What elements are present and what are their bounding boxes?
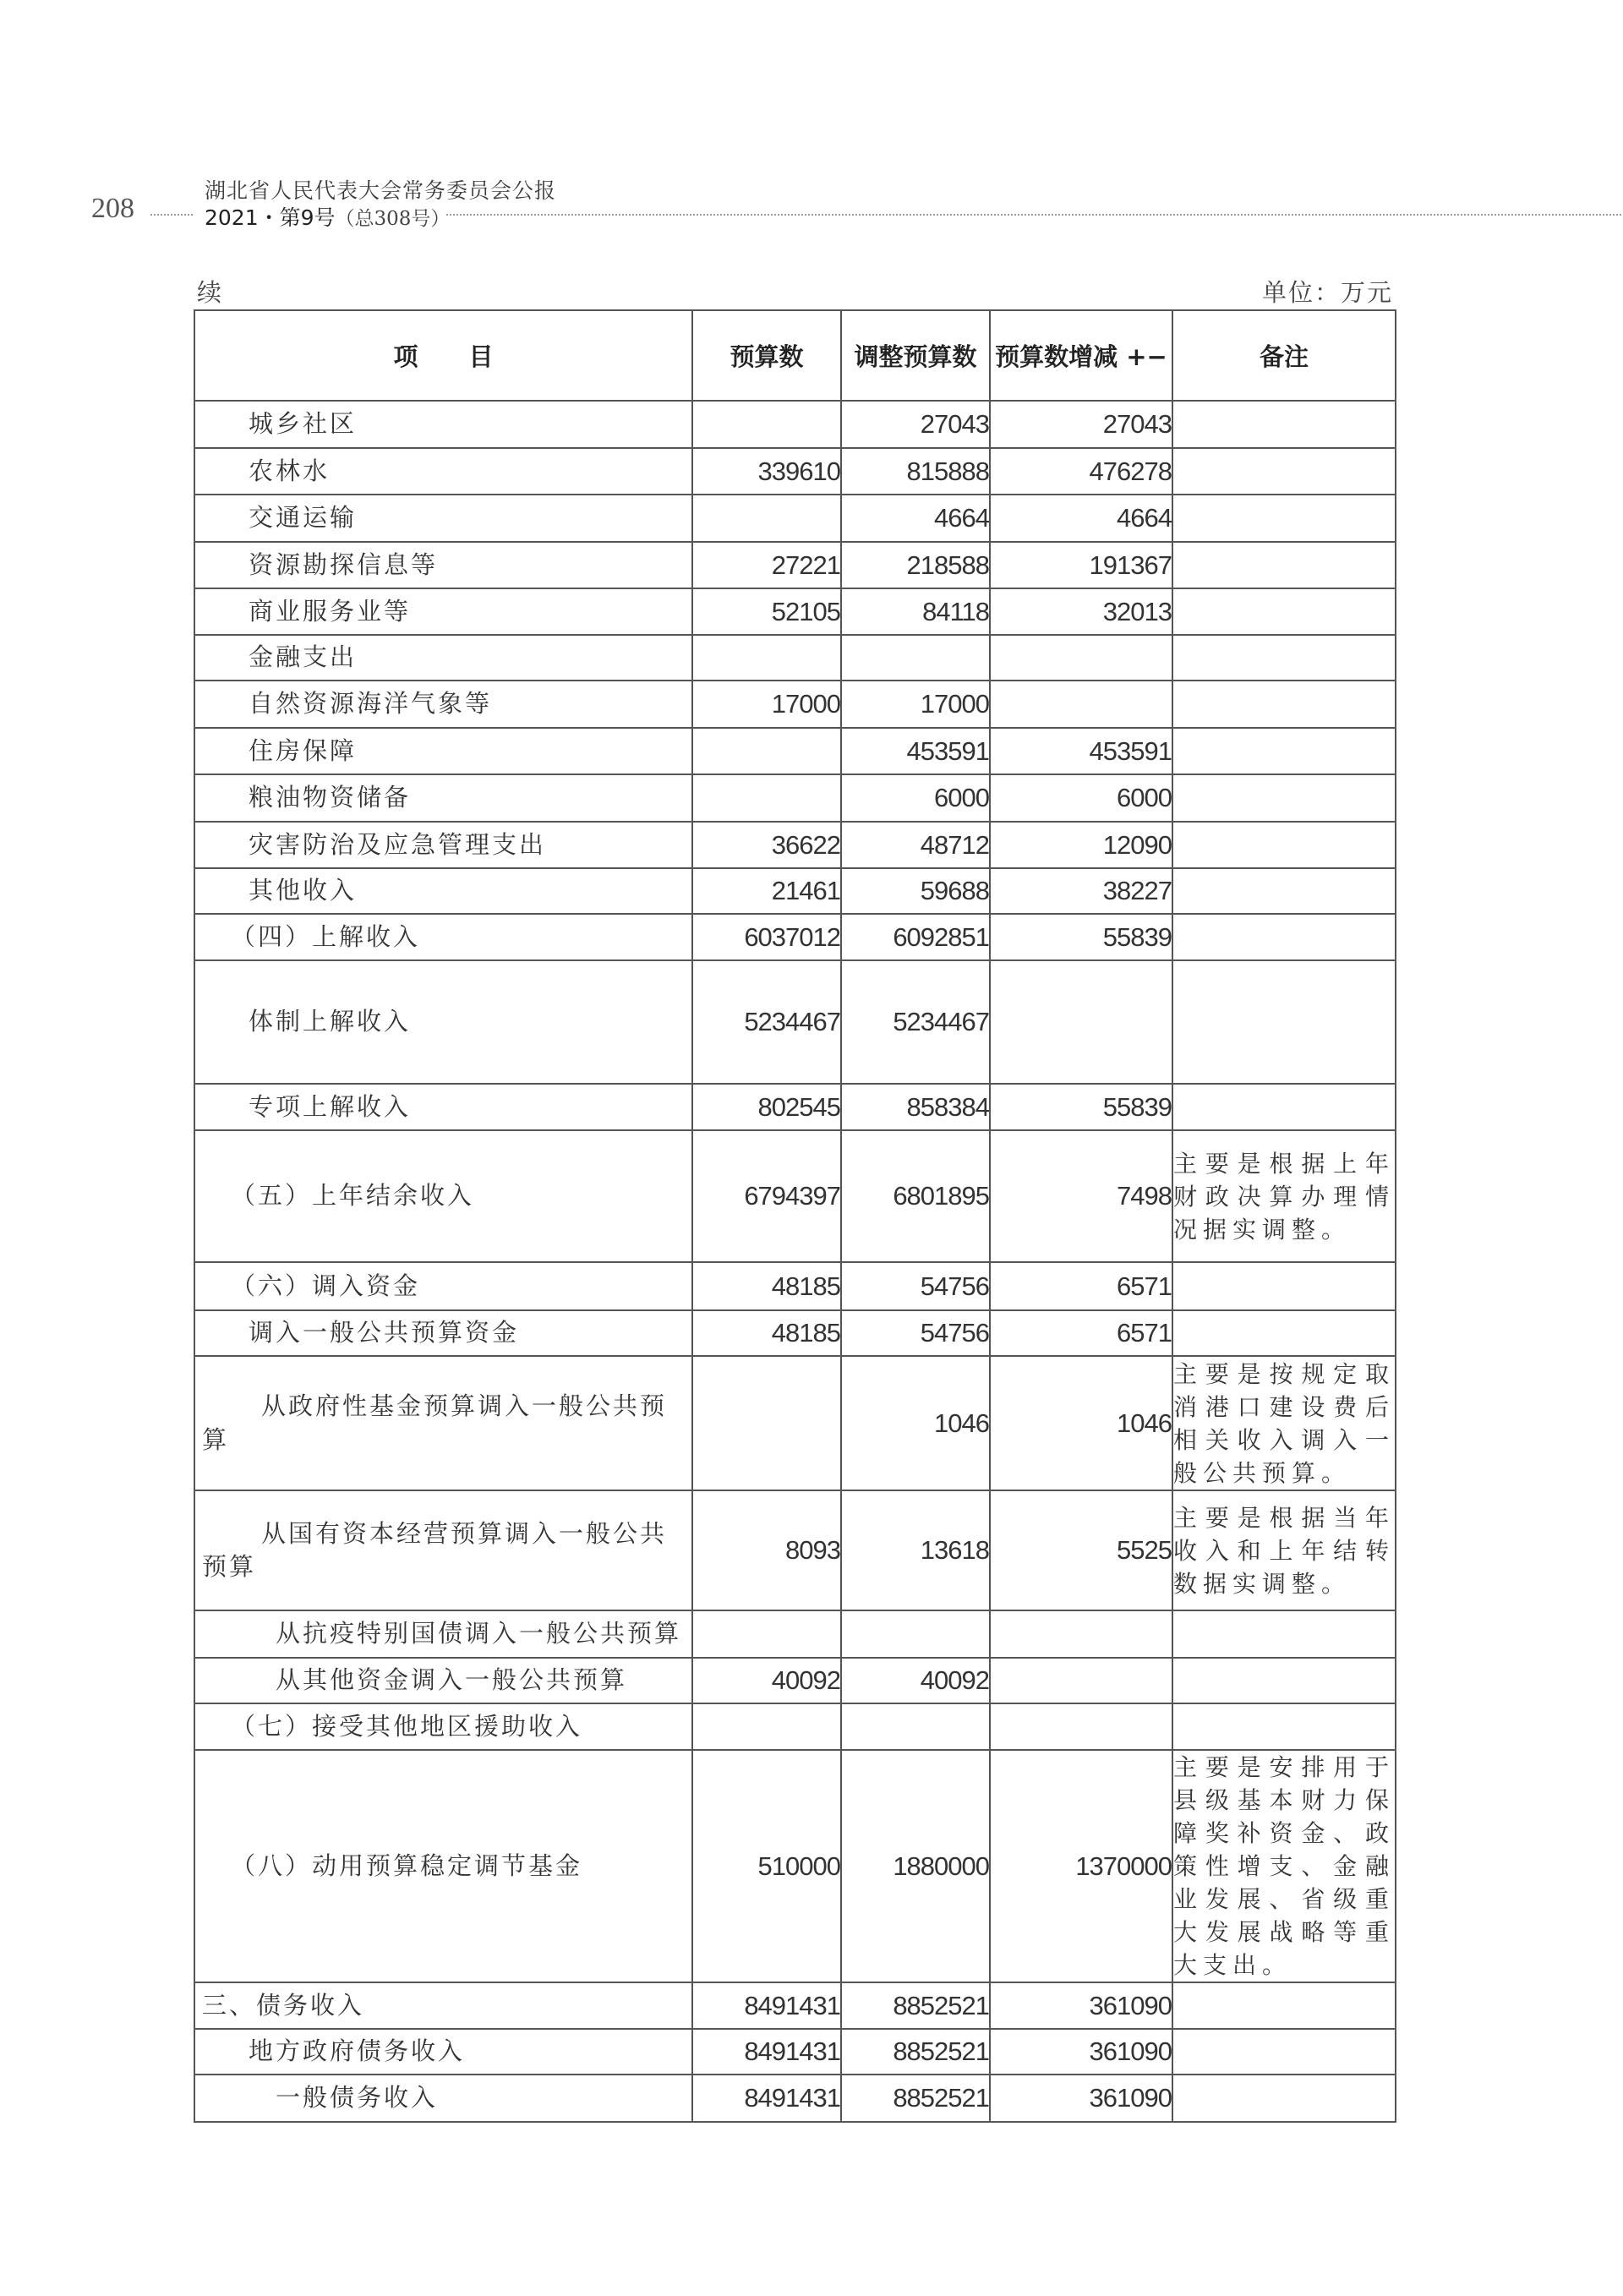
row-item-cell: （六）调入资金 [194,1262,692,1310]
row-remark-cell [1172,728,1396,774]
row-budget-cell: 48185 [692,1310,841,1356]
row-budget-cell [692,774,841,822]
table-row [194,588,1396,635]
table-row [194,1658,1396,1703]
row-change-cell: 5525 [990,1490,1172,1610]
row-budget-cell [692,1610,841,1658]
row-change-cell [990,635,1172,681]
row-item-cell: 住房保障 [194,728,692,774]
row-change-cell [990,1658,1172,1703]
row-budget-cell: 17000 [692,681,841,728]
table-row [194,1703,1396,1750]
row-item-cell: 一般债务收入 [194,2075,692,2122]
row-budget-cell [692,728,841,774]
dotted-rule-left [150,214,193,216]
row-item-cell: 其他收入 [194,868,692,914]
row-change-cell [990,1610,1172,1658]
row-remark-cell: 主要是按规定取消港口建设费后相关收入调入一般公共预算。 [1172,1356,1396,1490]
row-budget-cell [692,401,841,448]
row-change-cell: 12090 [990,822,1172,868]
row-adjusted-cell: 40092 [841,1658,990,1703]
issue-line [205,201,450,232]
row-item-cell: 城乡社区 [194,401,692,448]
row-budget-cell: 21461 [692,868,841,914]
table-row [194,960,1396,1084]
journal-title: 湖北省人民代表大会常务委员会公报 [205,178,557,203]
row-budget-cell: 8491431 [692,2075,841,2122]
table-row [194,542,1396,588]
table-body [194,401,1396,2122]
row-item-cell: 专项上解收入 [194,1084,692,1130]
row-remark-cell [1172,868,1396,914]
table-row [194,868,1396,914]
table-row [194,1084,1396,1130]
row-remark-cell [1172,542,1396,588]
column-header-budget: 预算数 [692,310,841,401]
row-remark-cell [1172,1084,1396,1130]
row-budget-cell [692,1356,841,1490]
row-remark-cell [1172,448,1396,495]
row-budget-cell: 802545 [692,1084,841,1130]
row-remark-cell: 主要是根据上年财政决算办理情况据实调整。 [1172,1130,1396,1262]
row-item-cell: （八）动用预算稳定调节基金 [194,1750,692,1982]
column-header-remark: 备注 [1172,310,1396,401]
row-budget-cell: 8491431 [692,2029,841,2075]
row-budget-cell: 339610 [692,448,841,495]
table-row [194,1262,1396,1310]
row-remark-cell [1172,635,1396,681]
table-row [194,448,1396,495]
row-remark-cell: 主要是根据当年收入和上年结转数据实调整。 [1172,1490,1396,1610]
row-budget-cell: 36622 [692,822,841,868]
row-adjusted-cell: 815888 [841,448,990,495]
row-change-cell: 6571 [990,1262,1172,1310]
table-row [194,774,1396,822]
row-adjusted-cell: 6801895 [841,1130,990,1262]
row-item-cell: 灾害防治及应急管理支出 [194,822,692,868]
table-row [194,1982,1396,2029]
row-adjusted-cell: 54756 [841,1262,990,1310]
table-row [194,728,1396,774]
row-adjusted-cell [841,1610,990,1658]
row-adjusted-cell: 84118 [841,588,990,635]
row-budget-cell [692,1703,841,1750]
row-budget-cell: 6794397 [692,1130,841,1262]
row-change-cell: 361090 [990,1982,1172,2029]
row-adjusted-cell: 5234467 [841,960,990,1084]
row-remark-cell [1172,681,1396,728]
row-item-cell: 从国有资本经营预算调入一般公共预算 [194,1490,692,1610]
table-row [194,822,1396,868]
row-adjusted-cell: 17000 [841,681,990,728]
row-remark-cell: 主要是安排用于县级基本财力保障奖补资金、政策性增支、金融业发展、省级重大发展战略等重大支出。 [1172,1750,1396,1982]
row-item-cell: 自然资源海洋气象等 [194,681,692,728]
table-row [194,1750,1396,1982]
row-change-cell [990,681,1172,728]
row-change-cell: 191367 [990,542,1172,588]
row-adjusted-cell: 1046 [841,1356,990,1490]
row-remark-cell [1172,822,1396,868]
issue-number: 2021・第9号 [205,205,336,230]
column-header-item: 项目 [194,310,692,401]
row-change-cell: 361090 [990,2075,1172,2122]
table-row [194,1610,1396,1658]
row-budget-cell: 5234467 [692,960,841,1084]
page-number: 208 [91,193,134,224]
table-row [194,635,1396,681]
row-remark-cell [1172,1703,1396,1750]
column-header-adjusted: 调整预算数 [841,310,990,401]
row-item-cell: （四）上解收入 [194,914,692,960]
table-header-row [194,310,1396,401]
row-change-cell: 6571 [990,1310,1172,1356]
row-item-cell: 农林水 [194,448,692,495]
row-adjusted-cell: 27043 [841,401,990,448]
row-item-cell: 三、债务收入 [194,1982,692,2029]
table-row [194,495,1396,542]
row-change-cell: 361090 [990,2029,1172,2075]
dotted-rule-right [446,214,1621,216]
row-item-cell: 资源勘探信息等 [194,542,692,588]
table-row [194,1310,1396,1356]
row-remark-cell [1172,1262,1396,1310]
row-budget-cell: 48185 [692,1262,841,1310]
row-adjusted-cell: 8852521 [841,2029,990,2075]
row-change-cell: 27043 [990,401,1172,448]
row-remark-cell [1172,960,1396,1084]
row-change-cell [990,1703,1172,1750]
row-change-cell: 7498 [990,1130,1172,1262]
row-item-cell: 金融支出 [194,635,692,681]
row-budget-cell: 6037012 [692,914,841,960]
row-adjusted-cell: 453591 [841,728,990,774]
row-item-cell: 体制上解收入 [194,960,692,1084]
row-remark-cell [1172,1310,1396,1356]
row-adjusted-cell: 4664 [841,495,990,542]
column-header-change: 预算数增减 +− [990,310,1172,401]
row-remark-cell [1172,495,1396,542]
row-remark-cell [1172,914,1396,960]
row-adjusted-cell: 8852521 [841,1982,990,2029]
row-item-cell: 商业服务业等 [194,588,692,635]
row-change-cell: 1370000 [990,1750,1172,1982]
row-change-cell: 1046 [990,1356,1172,1490]
row-remark-cell [1172,588,1396,635]
table-row [194,2029,1396,2075]
row-change-cell: 476278 [990,448,1172,495]
row-item-cell: 从抗疫特别国债调入一般公共预算 [194,1610,692,1658]
row-budget-cell: 27221 [692,542,841,588]
row-change-cell: 6000 [990,774,1172,822]
table-row [194,2075,1396,2122]
continued-label: 续 [197,278,222,307]
row-change-cell: 453591 [990,728,1172,774]
table-row [194,401,1396,448]
row-budget-cell [692,635,841,681]
row-remark-cell [1172,774,1396,822]
row-item-cell: （七）接受其他地区援助收入 [194,1703,692,1750]
row-adjusted-cell [841,1703,990,1750]
row-change-cell [990,960,1172,1084]
row-adjusted-cell: 8852521 [841,2075,990,2122]
row-item-cell: （五）上年结余收入 [194,1130,692,1262]
row-remark-cell [1172,1658,1396,1703]
row-item-cell: 从政府性基金预算调入一般公共预算 [194,1356,692,1490]
issue-total: （总308号） [335,208,451,230]
row-budget-cell: 52105 [692,588,841,635]
table-row [194,1130,1396,1262]
row-remark-cell [1172,2029,1396,2075]
table-row [194,914,1396,960]
row-remark-cell [1172,1610,1396,1658]
row-change-cell: 32013 [990,588,1172,635]
row-item-cell: 地方政府债务收入 [194,2029,692,2075]
row-remark-cell [1172,401,1396,448]
row-remark-cell [1172,2075,1396,2122]
table-row [194,1490,1396,1610]
row-change-cell: 55839 [990,1084,1172,1130]
row-change-cell: 55839 [990,914,1172,960]
row-budget-cell [692,495,841,542]
row-budget-cell: 40092 [692,1658,841,1703]
row-adjusted-cell: 218588 [841,542,990,588]
row-adjusted-cell: 59688 [841,868,990,914]
row-budget-cell: 510000 [692,1750,841,1982]
row-change-cell: 4664 [990,495,1172,542]
row-adjusted-cell: 1880000 [841,1750,990,1982]
row-change-cell: 38227 [990,868,1172,914]
row-budget-cell: 8093 [692,1490,841,1610]
row-adjusted-cell: 54756 [841,1310,990,1356]
row-budget-cell: 8491431 [692,1982,841,2029]
row-adjusted-cell [841,635,990,681]
table-row [194,1356,1396,1490]
row-adjusted-cell: 48712 [841,822,990,868]
row-adjusted-cell: 13618 [841,1490,990,1610]
row-item-cell: 粮油物资储备 [194,774,692,822]
row-item-cell: 交通运输 [194,495,692,542]
row-item-cell: 从其他资金调入一般公共预算 [194,1658,692,1703]
row-adjusted-cell: 6000 [841,774,990,822]
budget-table [194,309,1396,2123]
row-adjusted-cell: 6092851 [841,914,990,960]
unit-label: 单位：万元 [1261,278,1393,307]
row-adjusted-cell: 858384 [841,1084,990,1130]
row-item-cell: 调入一般公共预算资金 [194,1310,692,1356]
table-row [194,681,1396,728]
row-remark-cell [1172,1982,1396,2029]
